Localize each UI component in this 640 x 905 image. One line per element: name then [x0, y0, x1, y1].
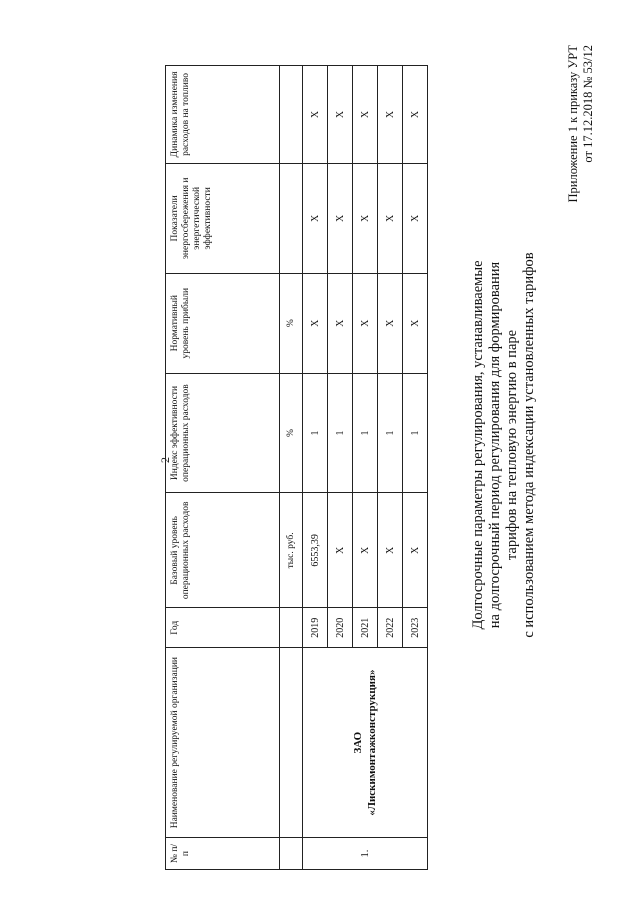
header-profit-level: Нормативный уровень прибыли: [166, 273, 280, 373]
appendix-line-2: от 17.12.2018 № 53/12: [581, 45, 595, 163]
cell-fuel: Х: [403, 66, 428, 164]
organization-name-line: «Лискимонтажконструкция»: [366, 669, 378, 816]
cell-base: Х: [328, 493, 353, 608]
cell-fuel: Х: [378, 66, 403, 164]
header-base-level: Базовый уровень операционных расходов: [166, 493, 280, 608]
cell-year: 2019: [303, 608, 328, 648]
cell-energy: Х: [378, 163, 403, 273]
unit-index: %: [280, 373, 303, 493]
cell-index: 1: [353, 373, 378, 493]
title-line: с использованием метода индексации установленных тарифов: [521, 252, 537, 638]
cell-fuel: Х: [328, 66, 353, 164]
cell-year: 2021: [353, 608, 378, 648]
header-fuel-dynamics: Динамика изменения расходов на топливо: [166, 66, 280, 164]
cell-profit: Х: [378, 273, 403, 373]
cell-fuel: Х: [303, 66, 328, 164]
unit-profit: %: [280, 273, 303, 373]
table-header-row: [166, 66, 280, 870]
header-energy-saving: Показатели энергосбережения и энергетической эффективности: [166, 163, 280, 273]
cell-energy: Х: [303, 163, 328, 273]
units-row: [280, 66, 303, 870]
cell-base: 6553,39: [303, 493, 328, 608]
header-no: № п/п: [166, 838, 280, 870]
cell-profit: Х: [403, 273, 428, 373]
title-line: на долгосрочный период регулирования для формирования: [487, 261, 503, 629]
cell-energy: Х: [403, 163, 428, 273]
title-line: Долгосрочные параметры регулирования, устанавливаемые: [470, 260, 486, 630]
cell-base: Х: [353, 493, 378, 608]
cell-base: Х: [378, 493, 403, 608]
cell-profit: Х: [328, 273, 353, 373]
cell-index: 1: [303, 373, 328, 493]
cell-energy: Х: [328, 163, 353, 273]
table-cell: [280, 608, 303, 648]
parameters-table: [165, 65, 428, 870]
cell-index: 1: [378, 373, 403, 493]
cell-energy: Х: [353, 163, 378, 273]
table-cell: [280, 66, 303, 164]
header-year: Год: [166, 608, 280, 648]
organization-name: [303, 648, 428, 838]
table-cell: [280, 163, 303, 273]
cell-year: 2022: [378, 608, 403, 648]
table-row: [303, 66, 328, 870]
header-efficiency-index: Индекс эффективности операционных расходов: [166, 373, 280, 493]
title-line: тарифов на тепловую энергию в паре: [504, 329, 520, 561]
cell-fuel: Х: [353, 66, 378, 164]
unit-base: тыс. руб.: [280, 493, 303, 608]
cell-year: 2020: [328, 608, 353, 648]
appendix-note: [566, 45, 596, 203]
cell-index: 1: [328, 373, 353, 493]
row-number: 1.: [303, 838, 428, 870]
page-number: 2: [158, 457, 172, 463]
cell-year: 2023: [403, 608, 428, 648]
table-cell: [280, 648, 303, 838]
header-organization: Наименование регулируемой организации: [166, 648, 280, 838]
document-title: [470, 165, 538, 725]
organization-name-line: ЗАО: [352, 731, 364, 754]
appendix-line-1: Приложение 1 к приказу УРТ: [566, 45, 580, 203]
cell-profit: Х: [353, 273, 378, 373]
cell-profit: Х: [303, 273, 328, 373]
cell-index: 1: [403, 373, 428, 493]
table-cell: [280, 838, 303, 870]
cell-base: Х: [403, 493, 428, 608]
